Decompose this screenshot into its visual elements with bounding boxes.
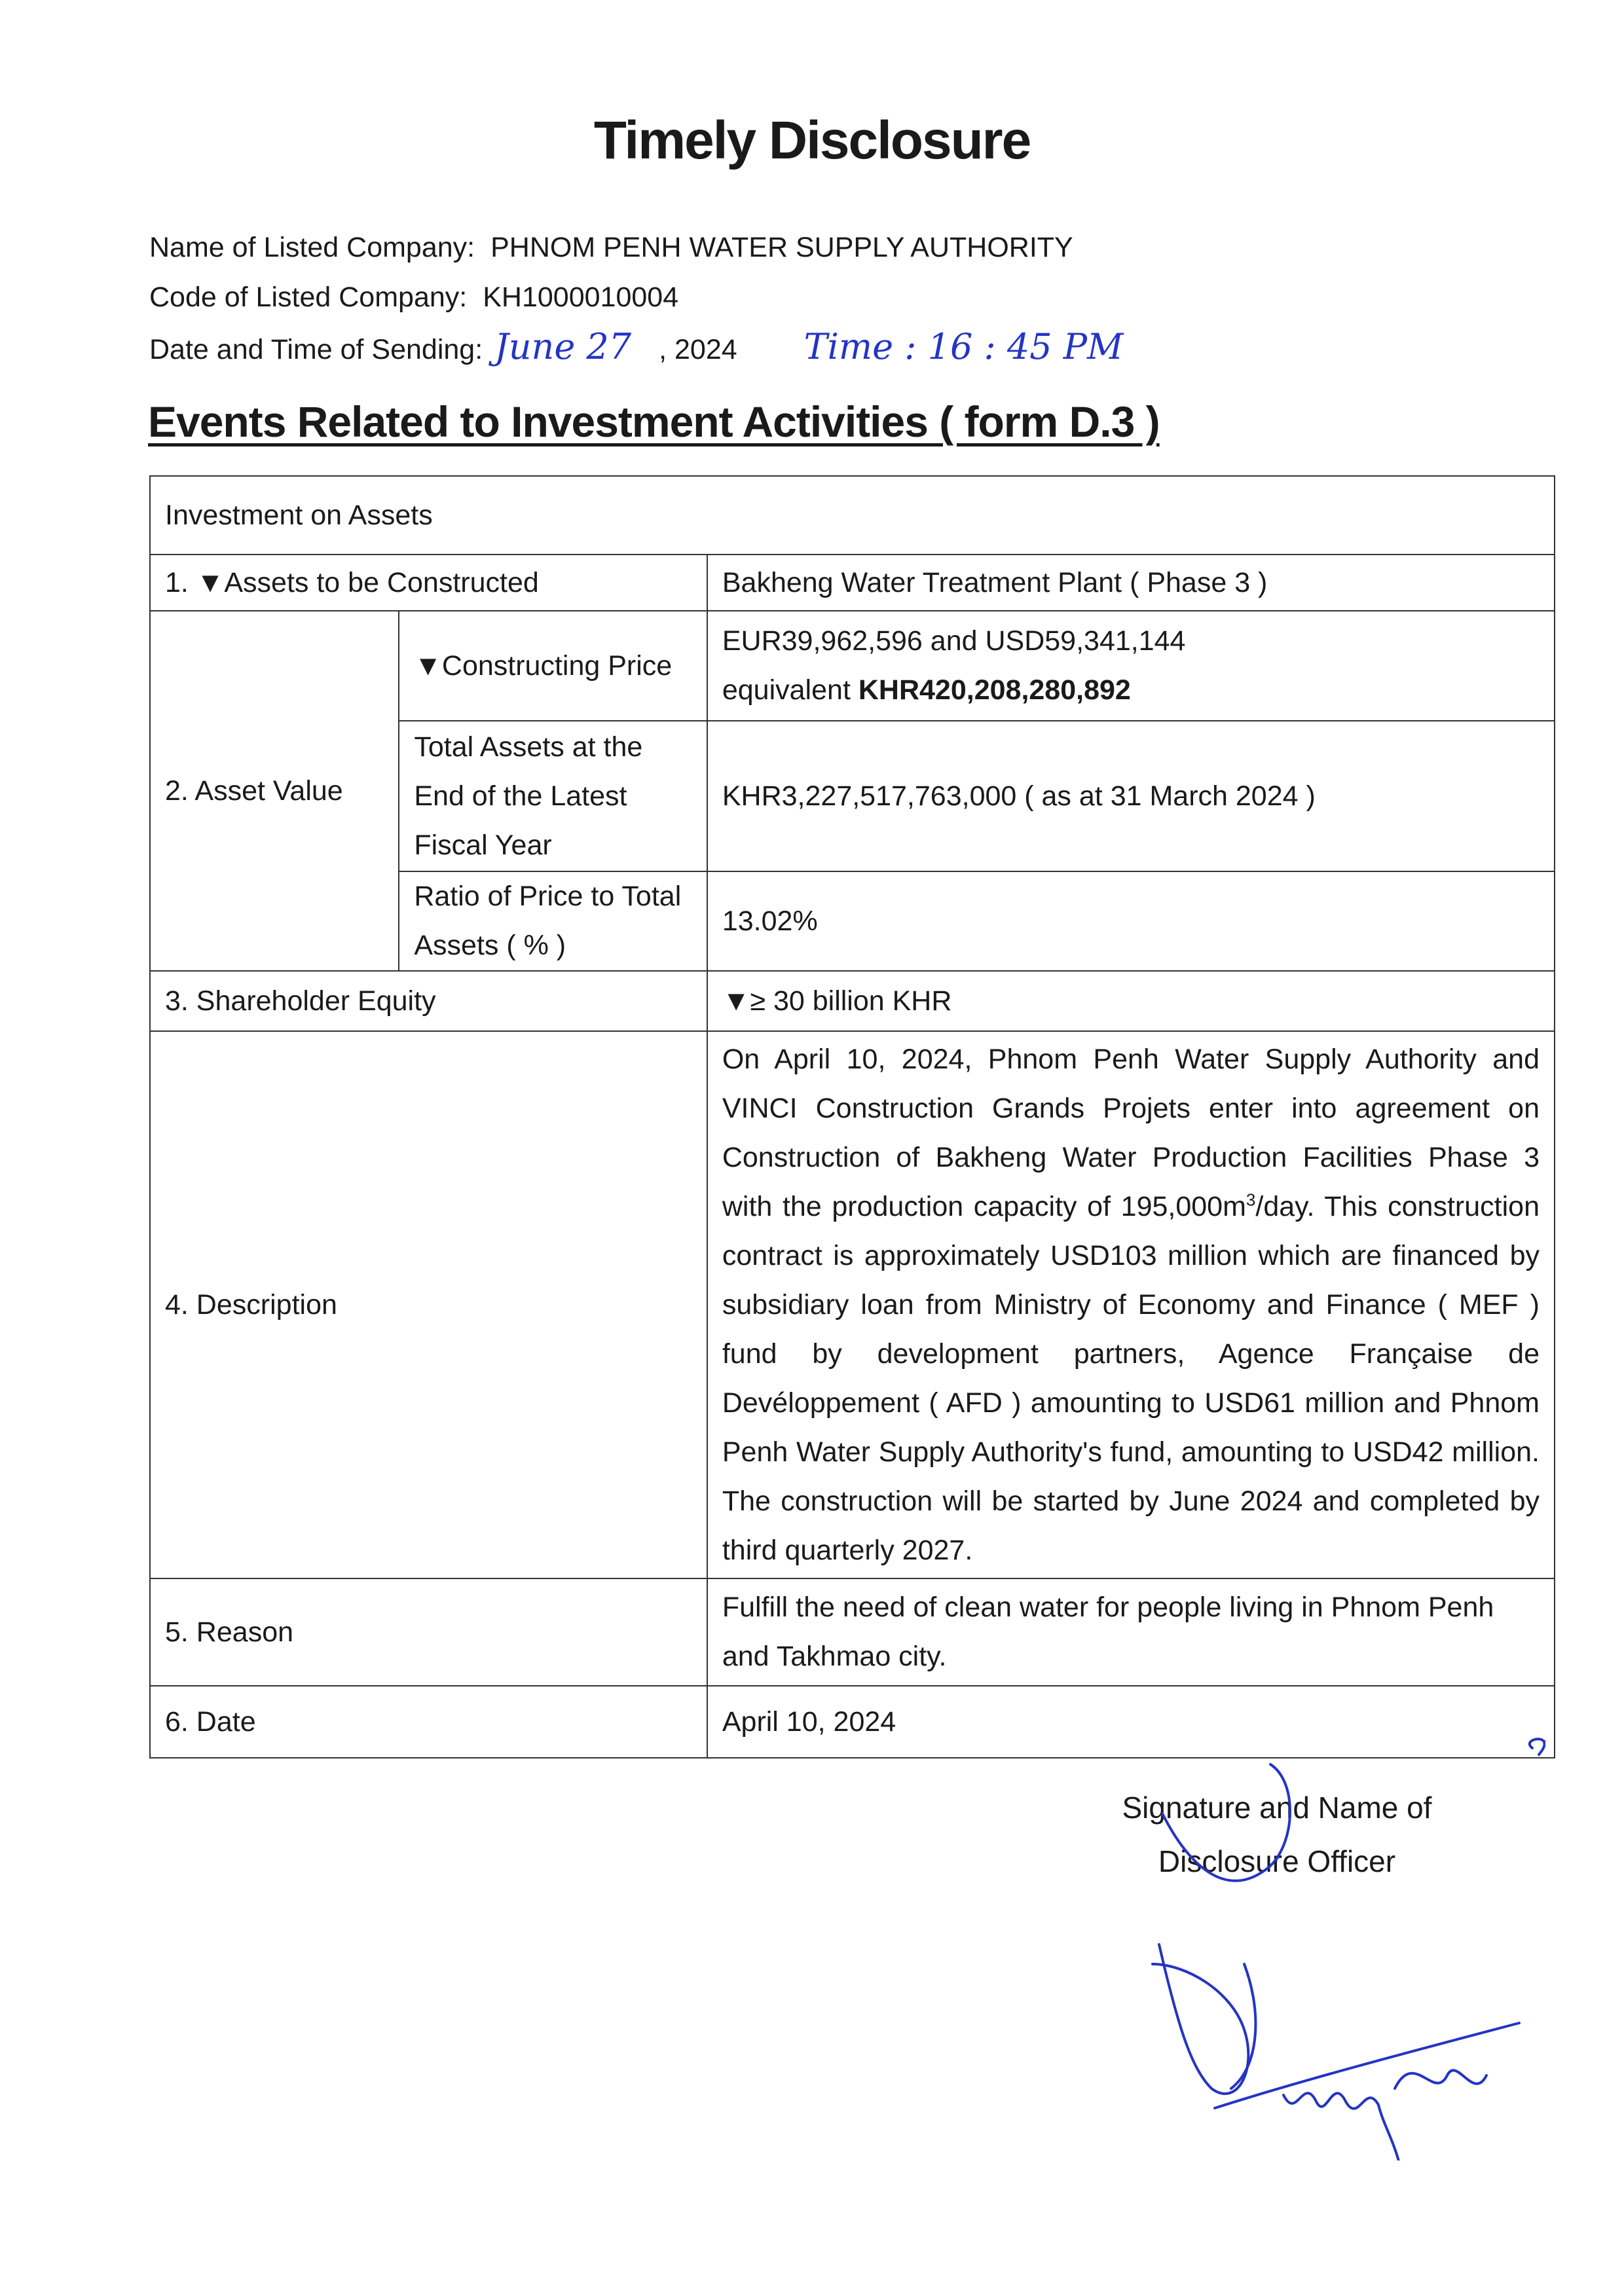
company-name-label: Name of Listed Company:: [149, 232, 475, 263]
row4-value: [707, 1031, 1555, 1578]
row3-value: ▼≥ 30 billion KHR: [707, 971, 1555, 1031]
section-heading: Events Related to Investment Activities ( form D.3 ): [148, 397, 1160, 446]
row2-label: 2. Asset Value: [150, 611, 399, 971]
handwritten-time: Time : 16 : 45 PM: [803, 326, 1124, 367]
company-code-line: [149, 282, 678, 314]
price-line2-prefix: equivalent: [722, 674, 858, 706]
datetime-line: [149, 326, 1123, 367]
description-text-a: On April 10, 2024, Phnom Penh Water Supply Authority and VINCI Construction Grands Projets enter into agreement on Construction of Bakheng Water Production Facilities Phase 3 with the production capacity of 195,000m: [722, 1043, 1540, 1222]
table-row: [150, 971, 1555, 1031]
row5-label: 5. Reason: [150, 1578, 707, 1686]
row1-value: Bakheng Water Treatment Plant ( Phase 3 ): [707, 555, 1555, 611]
company-name-value: PHNOM PENH WATER SUPPLY AUTHORITY: [490, 232, 1073, 263]
table-row: [150, 555, 1555, 611]
datetime-label: Date and Time of Sending:: [149, 334, 483, 365]
row6-label: 6. Date: [150, 1686, 707, 1758]
description-superscript: 3: [1246, 1190, 1256, 1210]
row2-sub1-label: ▼Constructing Price: [399, 611, 707, 721]
table-row: [150, 1578, 1555, 1686]
table-header: Investment on Assets: [150, 476, 1555, 555]
table-header-row: [150, 476, 1555, 555]
row3-label: 3. Shareholder Equity: [150, 971, 707, 1031]
row2-sub3-label: Ratio of Price to Total Assets ( % ): [399, 871, 707, 971]
table-row: [150, 1031, 1555, 1578]
price-khr-bold: KHR420,208,280,892: [858, 674, 1131, 706]
document-title: Timely Disclosure: [593, 111, 1031, 170]
row1-label: 1. ▼Assets to be Constructed: [150, 555, 707, 611]
signature-label-line2: Disclosure Officer: [1158, 1844, 1396, 1878]
price-line2: [722, 666, 1540, 715]
handwritten-signature-icon: [1100, 1702, 1545, 2160]
row2-sub2-label: Total Assets at the End of the Latest Fiscal Year: [399, 721, 707, 871]
table-row: [150, 611, 1555, 721]
signature-label-line1: Signature and Name of: [1122, 1791, 1432, 1825]
company-code-value: KH1000010004: [483, 282, 679, 313]
year-value: , 2024: [659, 334, 737, 365]
handwritten-date: June 27: [494, 326, 632, 367]
company-code-label: Code of Listed Company:: [149, 282, 468, 313]
price-line1: EUR39,962,596 and USD59,341,144: [722, 625, 1186, 657]
row4-label: 4. Description: [150, 1031, 707, 1578]
row5-value: Fulfill the need of clean water for people living in Phnom Penh and Takhmao city.: [707, 1578, 1555, 1686]
description-text-b: /day. This construction contract is approximately USD103 million which are financed by subsidiary loan from Ministry of Economy and Finance ( MEF ) fund by development partners, Agence Française de Devéloppement ( AFD ) amounting to USD61 million and Phnom Penh Water Supply Authority's fund, amounting to USD42 million. The construction will be started by June 2024 and completed by third quarterly 2027.: [722, 1190, 1540, 1566]
company-name-line: [149, 232, 1073, 264]
row2-sub1-value: [707, 611, 1555, 721]
row6-value: April 10, 2024: [707, 1686, 1555, 1758]
disclosure-table: [149, 475, 1555, 1758]
row2-sub3-value: 13.02%: [707, 871, 1555, 971]
row2-sub2-value: KHR3,227,517,763,000 ( as at 31 March 2024 ): [707, 721, 1555, 871]
